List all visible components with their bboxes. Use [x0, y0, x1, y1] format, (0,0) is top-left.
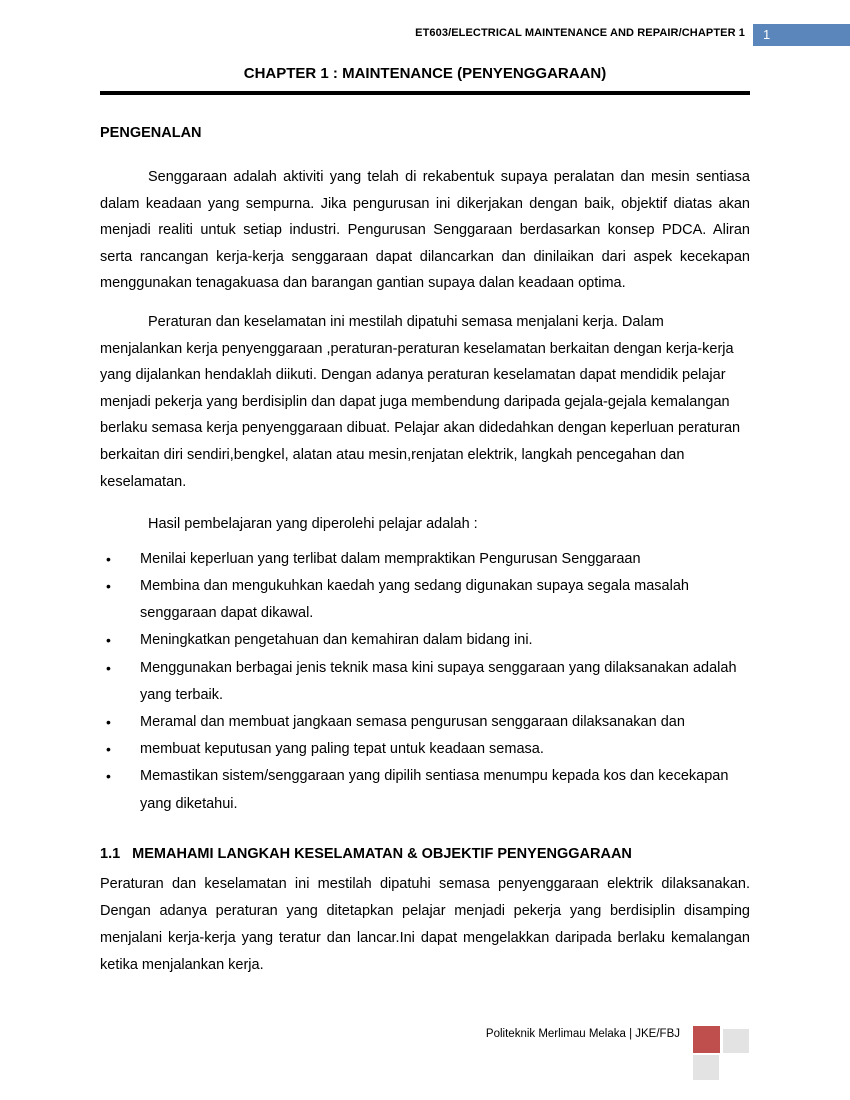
bullet-icon: • [106, 768, 111, 785]
list-item-text: Menilai keperluan yang terlibat dalam mempraktikan Pengurusan Senggaraan [140, 550, 641, 567]
section-heading-pengenalan: PENGENALAN [100, 125, 202, 141]
page-number-box [753, 24, 850, 46]
learning-outcomes-list [100, 546, 750, 818]
list-item [100, 627, 750, 654]
list-item [100, 709, 750, 736]
bullet-icon: • [106, 741, 111, 758]
section-number: 1.1 [100, 845, 121, 862]
paragraph-1-1: Peraturan dan keselamatan ini mestilah dipatuhi semasa penyenggaraan elektrik dilaksanakan. Dengan adanya peraturan yang ditetapkan pelajar menjadi pekerja yang berdisiplin disamping menjalani kerja-kerja yang teratur dan lancar.Ini dapat mengelakkan daripada berlaku kemalangan ketika menjalankan kerja. [100, 875, 750, 973]
bullet-icon: • [106, 550, 111, 567]
list-item [100, 763, 750, 817]
section-heading-text: MEMAHAMI LANGKAH KESELAMATAN & OBJEKTIF PENYENGGARAAN [132, 845, 632, 862]
footer-logo-square-red [693, 1026, 720, 1053]
bullet-icon: • [106, 659, 111, 676]
bullet-icon: • [106, 713, 111, 730]
list-item-text: Membina dan mengukuhkan kaedah yang sedang digunakan supaya segala masalah senggaraan dapat dikawal. [140, 577, 689, 622]
list-item [100, 655, 750, 709]
footer-logo-square-gray-top [723, 1029, 749, 1053]
learning-outcomes-intro: Hasil pembelajaran yang diperolehi pelajar adalah : [148, 516, 478, 533]
list-item-text: Meramal dan membuat jangkaan semasa pengurusan senggaraan dilaksanakan dan [140, 713, 685, 730]
page-number: 1 [763, 27, 771, 42]
list-item-text: Memastikan sistem/senggaraan yang dipilih sentiasa menumpu kepada kos dan kecekapan yang diketahui. [140, 768, 729, 812]
list-item-text: Meningkatkan pengetahuan dan kemahiran dalam bidang ini. [140, 632, 533, 649]
paragraph-intro-2: Peraturan dan keselamatan ini mestilah dipatuhi semasa menjalani kerja. Dalam menjalankan kerja penyenggaraan ,peraturan-peraturan keselamatan berkaitan dengan kerja-kerja yang dijalankan hendaklah diikuti. Dengan adanya peraturan keselamatan dapat mendidik pelajar menjadi pekerja yang berdisiplin dan dapat juga membendung daripada gejala-gejala kemalangan berlaku semasa kerja penyenggaraan dibuat. Pelajar akan didedahkan dengan keperluan peraturan berkaitan diri sendiri,bengkel, alatan atau mesin,renjatan elektrik, langkah pencegahan dan keselamatan. [100, 313, 741, 490]
bullet-icon: • [106, 632, 111, 649]
section-heading-1-1 [100, 844, 750, 864]
list-item [100, 573, 750, 627]
paragraph-intro-1: Senggaraan adalah aktiviti yang telah di rekabentuk supaya peralatan dan mesin sentiasa dalam keadaan yang sempurna. Jika pengurusan ini dikerjakan dengan baik, objektif diatas akan menjadi realiti untuk setiap industri. Pengurusan Senggaraan berdasarkan konsep PDCA. Aliran serta rancangan kerja-kerja senggaraan dapat dilancarkan dan dinilaikan dari aspek kecekapan menggunakan tenagakuasa dan barangan gantian supaya dalan keadaan optima. [100, 169, 750, 292]
list-item-text: Menggunakan berbagai jenis teknik masa kini supaya senggaraan yang dilaksanakan adalah yang terbaik. [140, 659, 737, 703]
header-course-label: ET603/ELECTRICAL MAINTENANCE AND REPAIR/CHAPTER 1 [415, 27, 745, 39]
list-item-text: membuat keputusan yang paling tepat untuk keadaan semasa. [140, 741, 544, 758]
footer-logo-square-gray-bottom [693, 1055, 719, 1080]
title-rule [100, 91, 750, 95]
list-item [100, 736, 750, 763]
bullet-icon: • [106, 577, 111, 594]
footer-text: Politeknik Merlimau Melaka | JKE/FBJ [485, 1028, 680, 1040]
list-item [100, 546, 750, 573]
chapter-title: CHAPTER 1 : MAINTENANCE (PENYENGGARAAN) [243, 65, 607, 82]
content-column [100, 0, 750, 979]
